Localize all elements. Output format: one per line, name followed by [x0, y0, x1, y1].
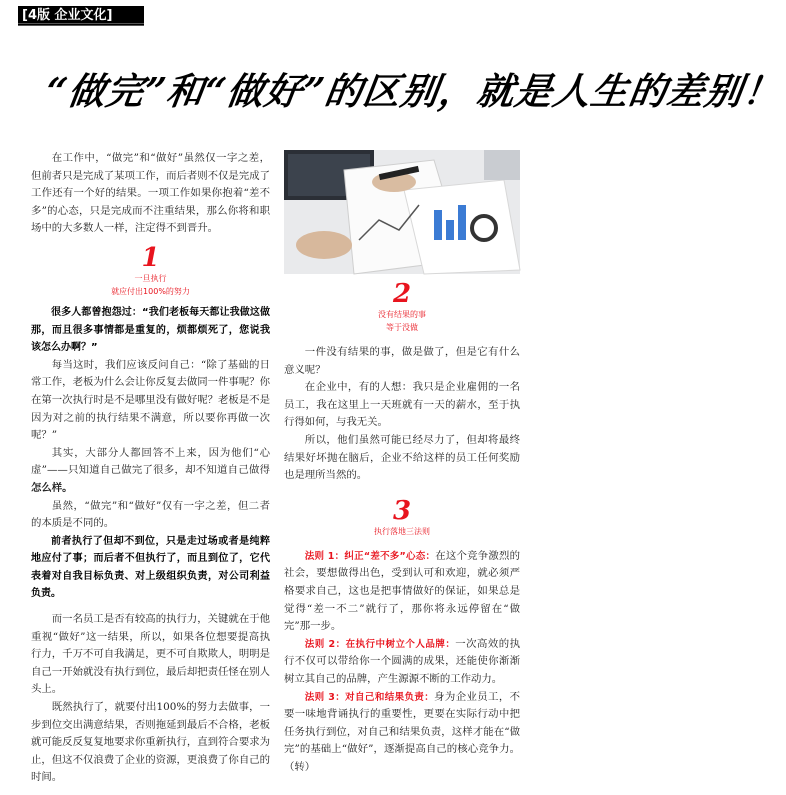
section-title-3: 执行落地三法则: [374, 526, 430, 536]
rule-3: [284, 689, 520, 777]
desk-paperwork-icon: [284, 150, 520, 274]
section-header: [18, 6, 144, 26]
desk-paperwork-photo: [284, 150, 520, 274]
page-title: “做完”和“做好”的区别，就是人生的差别！: [42, 69, 785, 113]
section-title-2b: 等于没做: [386, 323, 418, 332]
section-number-2: 2: [392, 279, 412, 309]
section-number-3: 3: [392, 495, 412, 526]
rule-2-label: 法则 2：在执行中树立个人品牌：: [304, 638, 456, 650]
right-paragraph-3: 所以，他们虽然可能已经尽力了，但却将最终结果好坏抛在脑后，企业不给这样的员工任何奖励也是理所当然的。: [284, 433, 520, 482]
paragraph-2: 每当这时，我们应该反问自己：“除了基础的日常工作，老板为什么会让你反复去做同一件事呢？你在第一次执行时是不是哪里没有做好呢？老板是不是因为对之前的执行结果不满意，所以要你再做一次呢？”: [31, 358, 270, 442]
rule-2: [284, 636, 520, 689]
bold-paragraph-2: 前者执行了但却不到位，只是走过场或者是纯粹地应付了事；而后者不但执行了，而且到位了，它代表着对自我目标负责、对上级组织负责，对公司利益负责。: [31, 535, 270, 600]
right-column: [284, 150, 520, 776]
rule-3-text: 身为企业员工，不要一味地背诵执行的重要性，更要在实际行动中把任务执行到位，对自己和结果负责，这样才能在“做完”的基础上“做好”，逐渐提高自己的核心竞争力。（转）: [284, 690, 520, 773]
right-paragraph-2: 在企业中，有的人想：我只是企业雇佣的一名员工，我在这里上一天班就有一天的薪水，至于执行得如何，与我无关。: [284, 381, 520, 429]
paragraph-3-bold: 怎么样。: [31, 481, 73, 494]
section-title-2a: 没有结果的事: [378, 310, 426, 319]
rule-2-text: 一次高效的执行不仅可以带给你一个圆满的成果，还能使你渐渐树立其自己的品牌，产生源源不断的工作动力。: [284, 637, 521, 685]
section-title-1b: 就应付出100%的努力: [111, 286, 190, 296]
paragraph-6: 既然执行了，就要付出100%的努力去做事，一步到位交出满意结果，否则拖延到最后不合格，老板就可能反反复复地要求你重新执行，直到符合要求为止，但这不仅浪费了企业的资源，更浪费了你自己的时间。: [31, 701, 270, 784]
rule-1-label: 法则 1：纠正“差不多”心态：: [304, 550, 436, 562]
paragraph-4: 虽然，“做完”和“做好”仅有一字之差，但二者的本质是不同的。: [31, 499, 270, 530]
section-number-1: 1: [141, 242, 160, 273]
rule-1: [284, 548, 520, 636]
bold-paragraph-1: 很多人都曾抱怨过：“我们老板每天都让我做这做那，而且很多事情都是重复的，烦都烦死了，您说我该怎么办啊？”: [31, 306, 270, 354]
paragraph-3-text: 其实，大部分人都回答不上来，因为他们“心虚”——只知道自己做完了很多，却不知道自己做得: [31, 446, 270, 477]
left-column: [31, 150, 270, 787]
paragraph-3: [31, 445, 270, 498]
right-paragraph-1: 一件没有结果的事，做是做了，但是它有什么意义呢？: [284, 346, 520, 376]
section-header-label: [4版 企业文化]: [22, 8, 113, 23]
rule-1-text: 在这个竞争激烈的社会，要想做得出色，受到认可和欢迎，就必须严格要求自己，这也是把事情做好的保证，如果总是觉得“差一不二”就行了，那你将永远停留在“做完”那一步。: [284, 549, 521, 633]
intro-paragraph: 在工作中，“做完”和“做好”虽然仅一字之差，但前者只是完成了某项工作，而后者则不仅是完成了工作还有一个好的结果。一项工作如果你抱着“差不多”的心态，只是完成而不注重结果，那么你将和职场中的大多数人一样，注定得不到晋升。: [31, 152, 270, 235]
paragraph-5: 而一名员工是否有较高的执行力，关键就在于他重视“做好”这一结果，所以，如果各位想要提高执行力，千万不可自我满足，更不可自欺欺人，明明是自己一开始就没有执行到位，最后却把责任怪在别人头上。: [31, 613, 270, 696]
rule-3-label: 法则 3：对自己和结果负责：: [304, 691, 435, 703]
section-title-1a: 一旦执行: [134, 273, 167, 283]
